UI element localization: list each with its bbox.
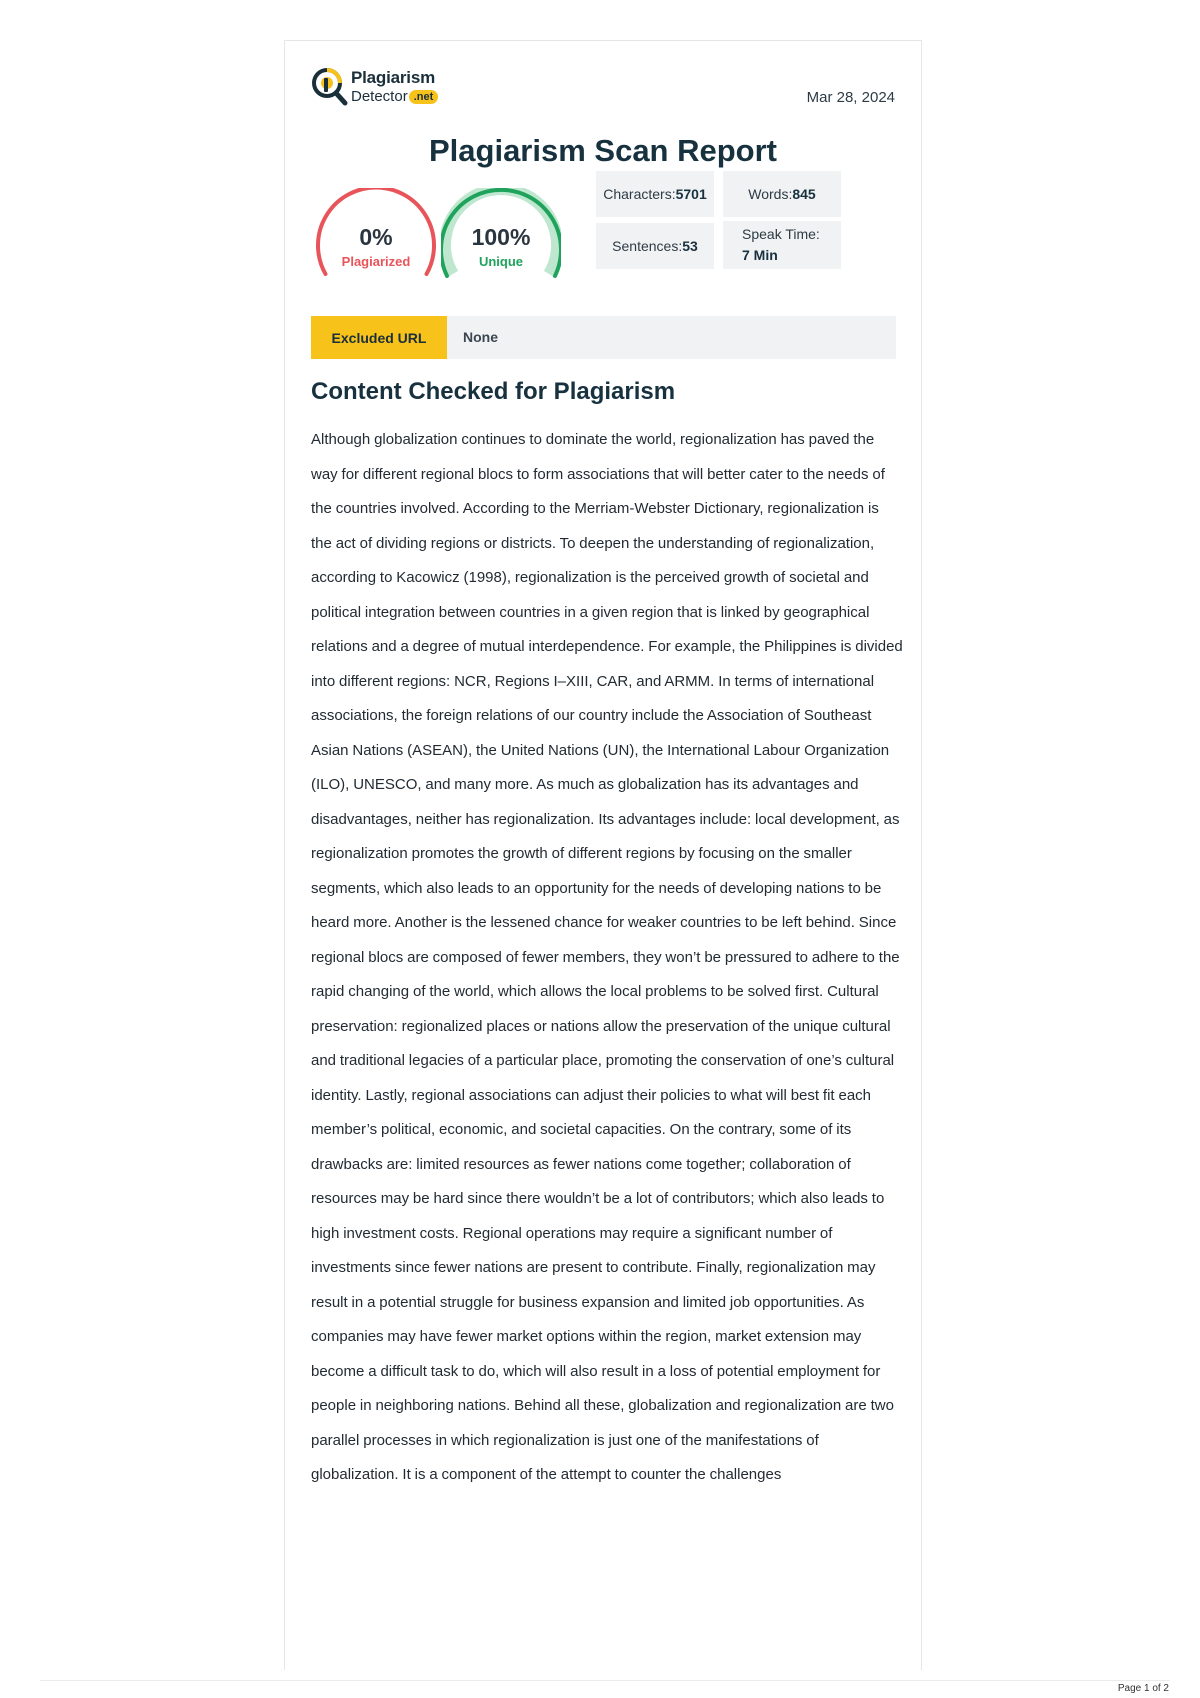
plagiarized-label: Plagiarized [341, 254, 411, 269]
words-value: 845 [792, 186, 816, 202]
excluded-url-value: None [463, 329, 498, 345]
sentences-label: Sentences: [612, 238, 683, 254]
checked-content-text: Although globalization continues to dominate the world, regionalization has paved the way for different regional blocs to form associations that will better cater to the needs of the countries involved. According to the Merriam-Webster Dictionary, regionalization is the act of dividing regions or districts. To deepen the understanding of regionalization, according to Kacowicz (1998), regionalization is the perceived growth of societal and political integration between countries in a given region that is linked by geographical relations and a degree of mutual interdependence. For example, the Philippines is divided into different regions: NCR, Regions I–XIII, CAR, and ARMM. In terms of international associations, the foreign relations of our country include the Association of Southeast Asian Nations (ASEAN), the United Nations (UN), the International Labour Organization (ILO), UNESCO, and many more. As much as globalization has its advantages and disadvantages, neither has regionalization. Its advantages include: local development, as regionalization promotes the growth of different regions by focusing on the smaller segments, which also leads to an opportunity for the needs of developing nations to be heard more. Another is the lessened chance for weaker countries to be left behind. Since regional blocs are composed of fewer members, they won’t be pressured to adhere to the rapid changing of the world, which allows the local problems to be solved first. Cultural preservation: regionalized places or nations allow the preservation of the unique cultural and traditional legacies of a particular place, promoting the conservation of one’s cultural identity. Lastly, regional associations can adjust their policies to what will best fit each member’s political, economic, and societal capacities. On the contrary, some of its drawbacks are: limited resources as fewer nations come together; collaboration of resources may be hard since there wouldn’t be a lot of contributors; which also leads to high investment costs. Regional operations may require a significant number of investments since fewer nations are present to contribute. Finally, regionalization may result in a potential struggle for business expansion and limited job opportunities. As companies may have fewer market options within the region, market extension may become a difficult task to do, which will also result in a loss of potential employment for people in neighboring nations. Behind all these, globalization and regionalization are two parallel processes in which regionalization is just one of the manifestations of globalization. It is a component of the attempt to counter the challenges [311, 431, 903, 1483]
words-label: Words: [748, 186, 793, 202]
report-date: Mar 28, 2024 [806, 89, 895, 106]
logo[interactable] [311, 66, 461, 116]
speak-time-label: Speak Time: [742, 226, 820, 242]
unique-gauge [441, 188, 561, 284]
sentences-stat [596, 223, 714, 269]
page-number: Page 1 of 2 [1117, 1683, 1169, 1694]
logo-badge: .net [409, 90, 439, 104]
plagiarized-percent: 0% [359, 224, 393, 250]
excluded-url-row [311, 316, 896, 359]
plagiarized-gauge [316, 188, 436, 284]
speak-time-stat [723, 221, 841, 269]
words-stat [723, 171, 841, 217]
magnifier-logo-icon [311, 66, 351, 112]
page-title: Plagiarism Scan Report [428, 133, 777, 168]
report-card [284, 40, 922, 1670]
characters-value: 5701 [675, 186, 707, 202]
unique-label: Unique [478, 254, 524, 269]
logo-line2: Detector [351, 88, 408, 105]
excluded-url-label: Excluded URL [311, 316, 447, 359]
speak-time-value: 7 Min [742, 247, 778, 263]
characters-stat [596, 171, 714, 217]
sentences-value: 53 [682, 238, 698, 254]
logo-line1: Plagiarism [351, 68, 435, 87]
content-heading: Content Checked for Plagiarism [311, 378, 676, 405]
characters-label: Characters: [603, 186, 676, 202]
unique-percent: 100% [471, 224, 531, 250]
footer-divider [40, 1680, 1170, 1681]
